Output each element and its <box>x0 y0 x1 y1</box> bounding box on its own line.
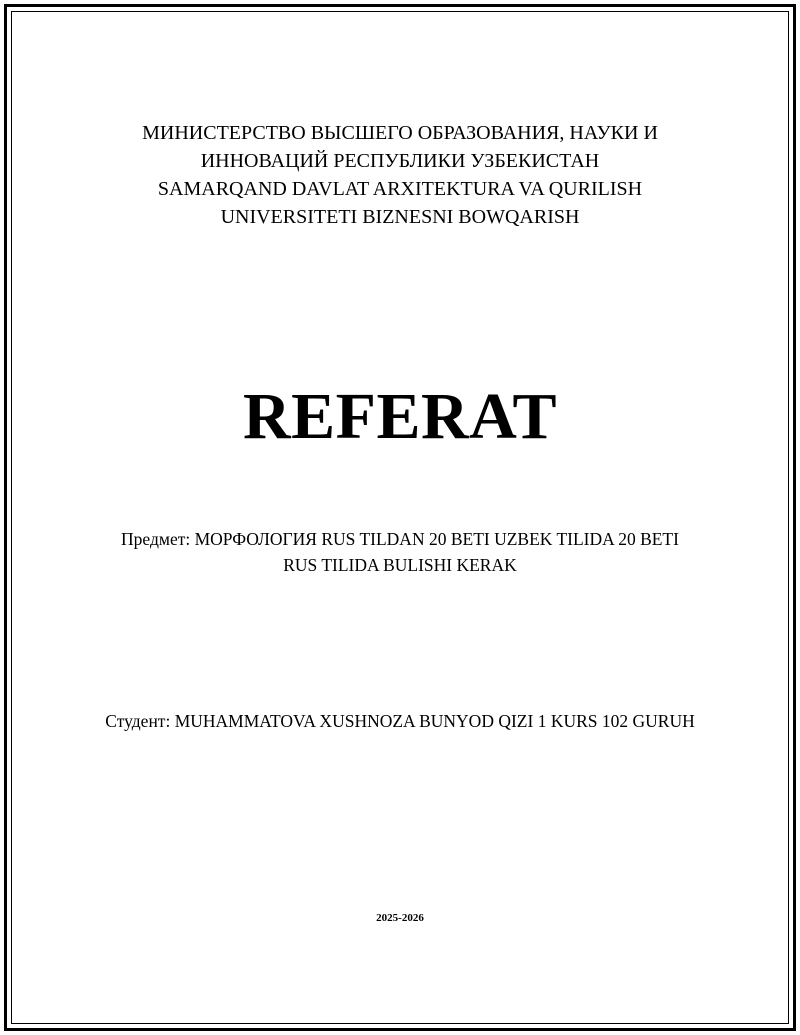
student-value: MUHAMMATOVA XUSHNOZA BUNYOD QIZI 1 KURS 102 GURUH <box>174 711 695 731</box>
subject-label: Предмет: <box>121 529 191 549</box>
institution-header <box>100 119 700 231</box>
header-line: SAMARQAND DAVLAT ARXITEKTURA VA QURILISH <box>157 178 643 200</box>
academic-year: 2025-2026 <box>376 912 424 924</box>
document-title: REFERAT <box>243 380 557 453</box>
header-line: ИННОВАЦИЙ РЕСПУБЛИКИ УЗБЕКИСТАН <box>200 150 600 172</box>
header-line: UNIVERSITETI BIZNESNI BOWQARISH <box>220 206 580 228</box>
subject-line <box>110 526 690 578</box>
student-label: Студент: <box>105 711 171 731</box>
subject-value: МОРФОЛОГИЯ RUS TILDAN 20 BETI UZBEK TILIDA 20 BETI RUS TILIDA BULISHI KERAK <box>194 529 679 575</box>
header-line: МИНИСТЕРСТВО ВЫСШЕГО ОБРАЗОВАНИЯ, НАУКИ И <box>142 122 658 144</box>
student-line <box>105 708 695 734</box>
